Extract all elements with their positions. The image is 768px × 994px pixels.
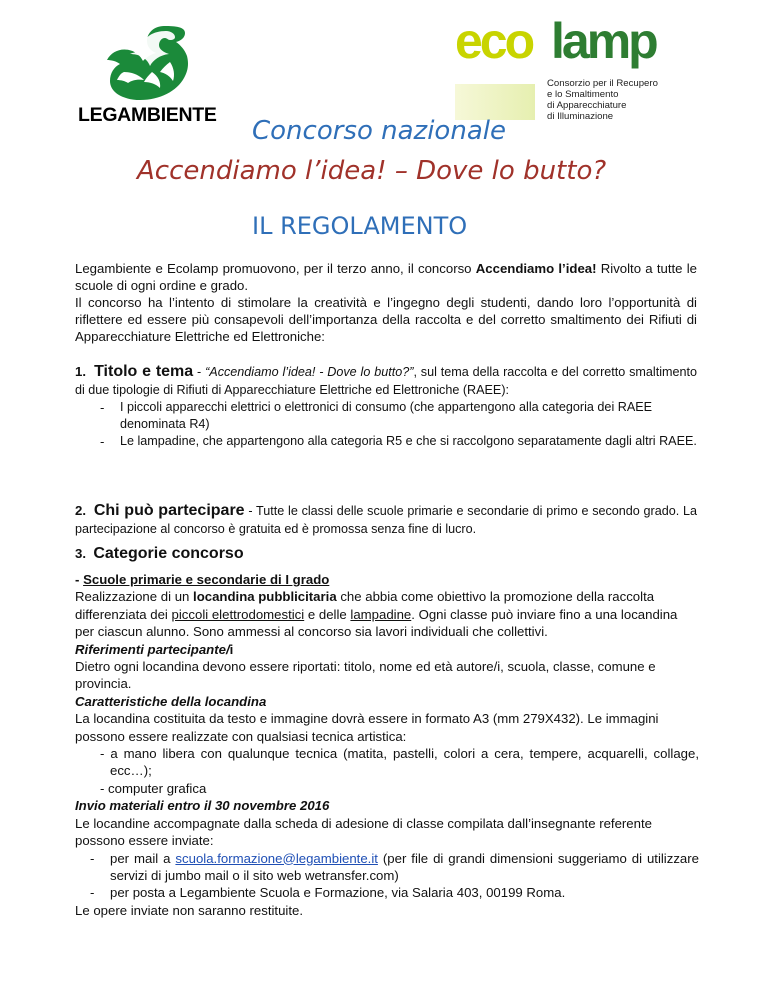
email-link[interactable]: scuola.formazione@legambiente.it — [175, 850, 378, 866]
ecolamp-logo — [455, 13, 695, 122]
text: . Ogni classe può inviare fino a una locandina per ciascun alunno. Sono ammessi al concorso sia lavori individuali che collettivi. — [75, 606, 678, 640]
ecolamp-decor-bar — [455, 84, 535, 120]
ecolamp-lamp: lamp — [551, 13, 656, 69]
text: (per file di grandi dimensioni suggeriamo di utilizzare servizi di jumbo mail o il sito web wetransfer.com) — [110, 850, 699, 883]
subheading-invio: Invio materiali entro il 30 novembre 2016 — [75, 798, 330, 814]
ecolamp-subtitle — [547, 78, 658, 122]
text: Realizzazione di un — [75, 589, 194, 605]
text: Riferimenti partecipante/ — [75, 641, 230, 657]
list-item: - Le lampadine, che appartengono alla categoria R5 e che si raccolgono separatamente dagli altri RAEE. — [100, 434, 697, 449]
text: per mail a — [110, 850, 176, 866]
title-line-2: Accendiamo l’idea! – Dove lo butto? — [137, 156, 607, 186]
intro-section — [75, 260, 697, 345]
section-title: Titolo e tema — [94, 363, 194, 380]
section-3 — [75, 545, 697, 562]
title-line-1: Concorso nazionale — [252, 116, 506, 146]
text-bold: locandina pubblicitaria — [193, 589, 337, 605]
section-text: Tutte le classi delle scuole primarie e secondarie di primo e secondo grado. La partecipazione al concorso è gratuita ed è promossa senza fine di lucro. — [75, 504, 698, 536]
intro-paragraph-1 — [75, 260, 697, 294]
technique-item: - computer grafica — [100, 780, 207, 796]
swan-icon — [104, 22, 196, 102]
section-1-heading — [75, 363, 697, 399]
text: e delle — [304, 606, 351, 622]
text: i — [229, 641, 234, 657]
subheading-caratteristiche: Caratteristiche della locandina — [75, 693, 267, 709]
section-2 — [75, 502, 697, 538]
section-number: 3. — [75, 546, 86, 561]
section-number: 2. — [75, 503, 86, 518]
list-item-text: Le lampadine, che appartengono alla categoria R5 e che si raccolgono separatamente dagli altri RAEE. — [120, 434, 697, 448]
section-title: Categorie concorso — [93, 545, 244, 562]
category-title: Scuole primarie e secondarie di I grado — [83, 572, 330, 587]
contest-title: “Accendiamo l’idea! - Dove lo butto?” — [205, 365, 414, 379]
riferimenti-text: Dietro ogni locandina devono essere riportati: titolo, nome ed età autore/i, scuola, classe, comune e provincia. — [75, 659, 656, 692]
text: Legambiente e Ecolamp promuovono, per il terzo anno, il concorso — [75, 261, 476, 276]
technique-item: - a mano libera con qualunque tecnica (matita, pastelli, colori a cera, tempere, acquarelli, collage, ecc…); — [100, 746, 699, 779]
text: Rivolto a tutte le scuole di ogni ordine e grado. — [75, 261, 697, 293]
page-heading: IL REGOLAMENTO — [252, 212, 468, 240]
contest-name: Accendiamo l’idea! — [475, 261, 597, 276]
ecolamp-sub-line: di Illuminazione — [547, 111, 614, 122]
final-note: Le opere inviate non saranno restituite. — [75, 902, 303, 918]
subheading-riferimenti — [75, 641, 699, 658]
intro-paragraph-2: Il concorso ha l’intento di stimolare la creatività e l’ingegno degli studenti, dando loro l’opportunità di riflettere ed essere più consapevoli dell’importanza della raccolta e del corretto smaltimento dei Rifiuti di Apparecchiature Elettriche ed Elettroniche: — [75, 295, 697, 344]
ecolamp-eco: eco — [455, 13, 533, 69]
send-post-text: per posta a Legambiente Scuola e Formazione, via Salaria 403, 00199 Roma. — [110, 885, 566, 901]
category-description — [75, 588, 699, 640]
section-1 — [75, 363, 697, 450]
section-title: Chi può partecipare — [93, 502, 245, 519]
section-text: , sul tema della raccolta e del corretto smaltimento di due tipologie di Rifiuti di Apparecchiature Elettriche ed Elettroniche (RAEE): — [75, 365, 698, 397]
ecolamp-wordmark — [455, 13, 695, 74]
list-item: - I piccoli apparecchi elettrici o elettronici di consumo (che appartengono alla categoria dei RAEE denominata R4) — [100, 399, 697, 433]
dash: - — [75, 572, 84, 587]
ecolamp-sub-line: Consorzio per il Recupero — [547, 78, 658, 89]
legambiente-wordmark: LEGAMBIENTE — [78, 104, 217, 126]
legambiente-logo — [78, 22, 228, 130]
send-option-post: - per posta a Legambiente Scuola e Formazione, via Salaria 403, 00199 Roma. — [90, 885, 566, 901]
section-3-heading — [75, 545, 697, 562]
caratteristiche-text: La locandina costituita da testo e immagine dovrà essere in formato A3 (mm 279X432). Le immagini possono essere realizzate con qualsiasi tecnica artistica: — [75, 711, 659, 744]
raee-list — [75, 399, 697, 450]
text-underline: lampadine — [350, 606, 412, 622]
send-option-mail: - per mail a scuola.formazione@legambiente.it (per file di grandi dimensioni suggeriamo di utilizzare servizi di jumbo mail o il sito web wetransfer.com) — [90, 850, 699, 883]
send-mail-text — [110, 850, 699, 885]
ecolamp-sub-line: e lo Smaltimento — [547, 89, 619, 100]
section-2-text — [75, 502, 697, 538]
separator: - — [244, 504, 257, 518]
category-heading — [75, 571, 699, 588]
invio-text: Le locandine accompagnate dalla scheda di adesione di classe compilata dall’insegnante referente possono essere inviate: — [75, 815, 652, 849]
text-underline: piccoli elettrodomestici — [171, 606, 305, 622]
list-item-text: I piccoli apparecchi elettrici o elettronici di consumo (che appartengono alla categoria dei RAEE denominata R4) — [120, 400, 653, 431]
text: che abbia come obiettivo la promozione della raccolta differenziata dei — [75, 589, 655, 622]
category-details — [75, 571, 699, 919]
separator: - — [193, 365, 206, 379]
ecolamp-sub-line: di Apparecchiature — [547, 100, 627, 111]
section-number: 1. — [75, 364, 86, 379]
